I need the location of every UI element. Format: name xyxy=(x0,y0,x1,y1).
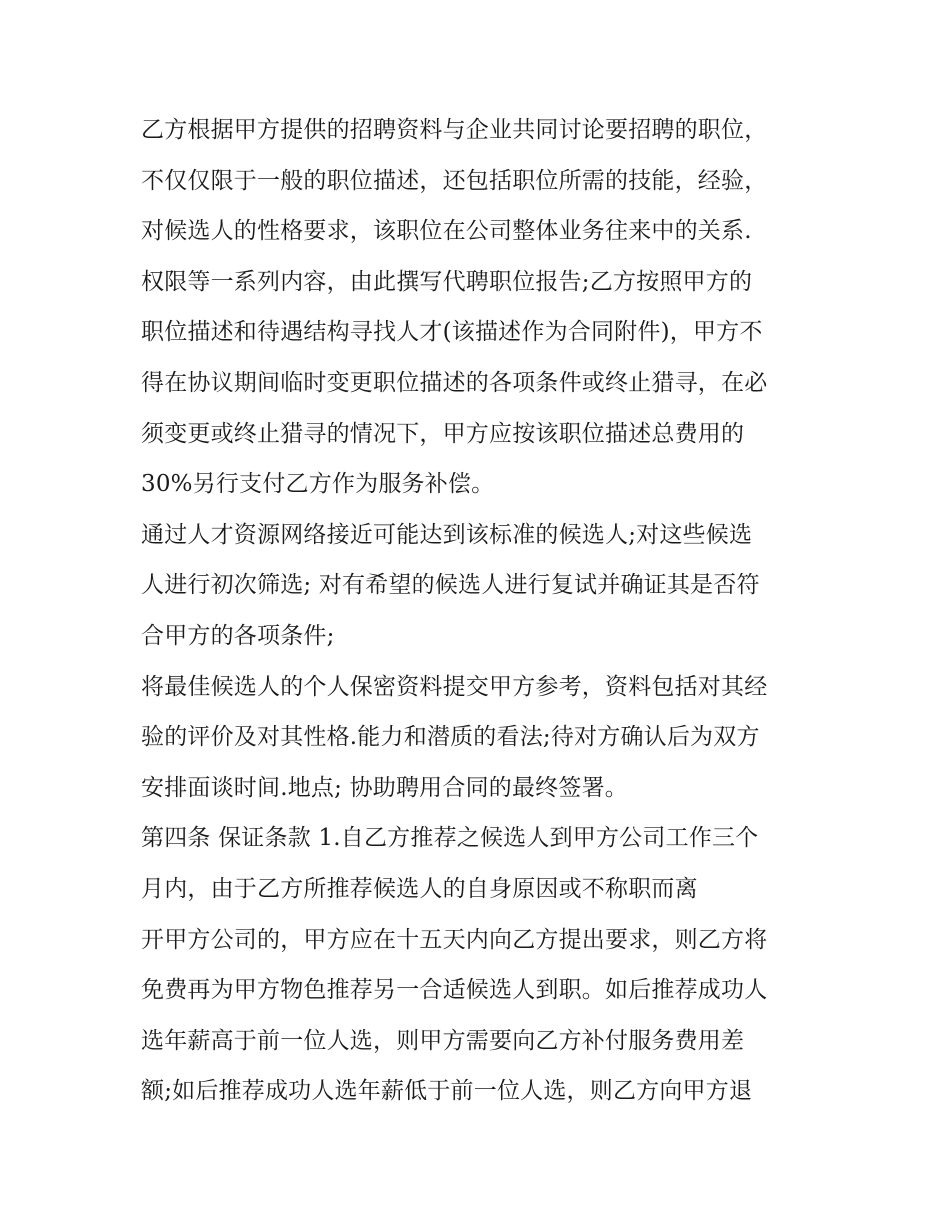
text-line: 验的评价及对其性格.能力和潜质的看法;待对方确认后为双方 xyxy=(141,724,760,751)
text-line: 30%另行支付乙方作为服务补偿。 xyxy=(141,471,495,498)
text-line: 第四条 保证条款 1.自乙方推荐之候选人到甲方公司工作三个 xyxy=(141,825,759,852)
text-line: 额;如后推荐成功人选年薪低于前一位人选，则乙方向甲方退 xyxy=(141,1078,753,1105)
text-line: 职位描述和待遇结构寻找人才(该描述作为合同附件)，甲方不 xyxy=(141,319,763,346)
text-line: 得在协议期间临时变更职位描述的各项条件或终止猎寻，在必 xyxy=(141,369,768,396)
text-line: 免费再为甲方物色推荐另一合适候选人到职。如后推荐成功人 xyxy=(141,977,768,1004)
text-line: 通过人才资源网络接近可能达到该标准的候选人;对这些候选 xyxy=(141,521,753,548)
text-line: 合甲方的各项条件; xyxy=(141,622,335,649)
text-line: 将最佳候选人的个人保密资料提交甲方参考，资料包括对其经 xyxy=(141,673,768,700)
text-line: 安排面谈时间.地点; 协助聘用合同的最终签署。 xyxy=(141,774,628,801)
text-line: 人进行初次筛选; 对有希望的候选人进行复试并确证其是否符 xyxy=(141,572,760,599)
text-line: 对候选人的性格要求，该职位在公司整体业务往来中的关系. xyxy=(141,218,752,245)
text-line: 开甲方公司的，甲方应在十五天内向乙方提出要求，则乙方将 xyxy=(141,926,768,953)
text-line: 月内，由于乙方所推荐候选人的自身原因或不称职而离 xyxy=(141,875,698,902)
document-body xyxy=(141,105,831,1117)
text-line: 选年薪高于前一位人选，则甲方需要向乙方补付服务费用差 xyxy=(141,1027,745,1054)
text-line: 不仅仅限于一般的职位描述，还包括职位所需的技能，经验， xyxy=(141,167,768,194)
text-line: 权限等一系列内容，由此撰写代聘职位报告;乙方按照甲方的 xyxy=(141,268,753,295)
text-line: 乙方根据甲方提供的招聘资料与企业共同讨论要招聘的职位， xyxy=(141,117,768,143)
text-line: 须变更或终止猎寻的情况下，甲方应按该职位描述总费用的 xyxy=(141,420,745,447)
